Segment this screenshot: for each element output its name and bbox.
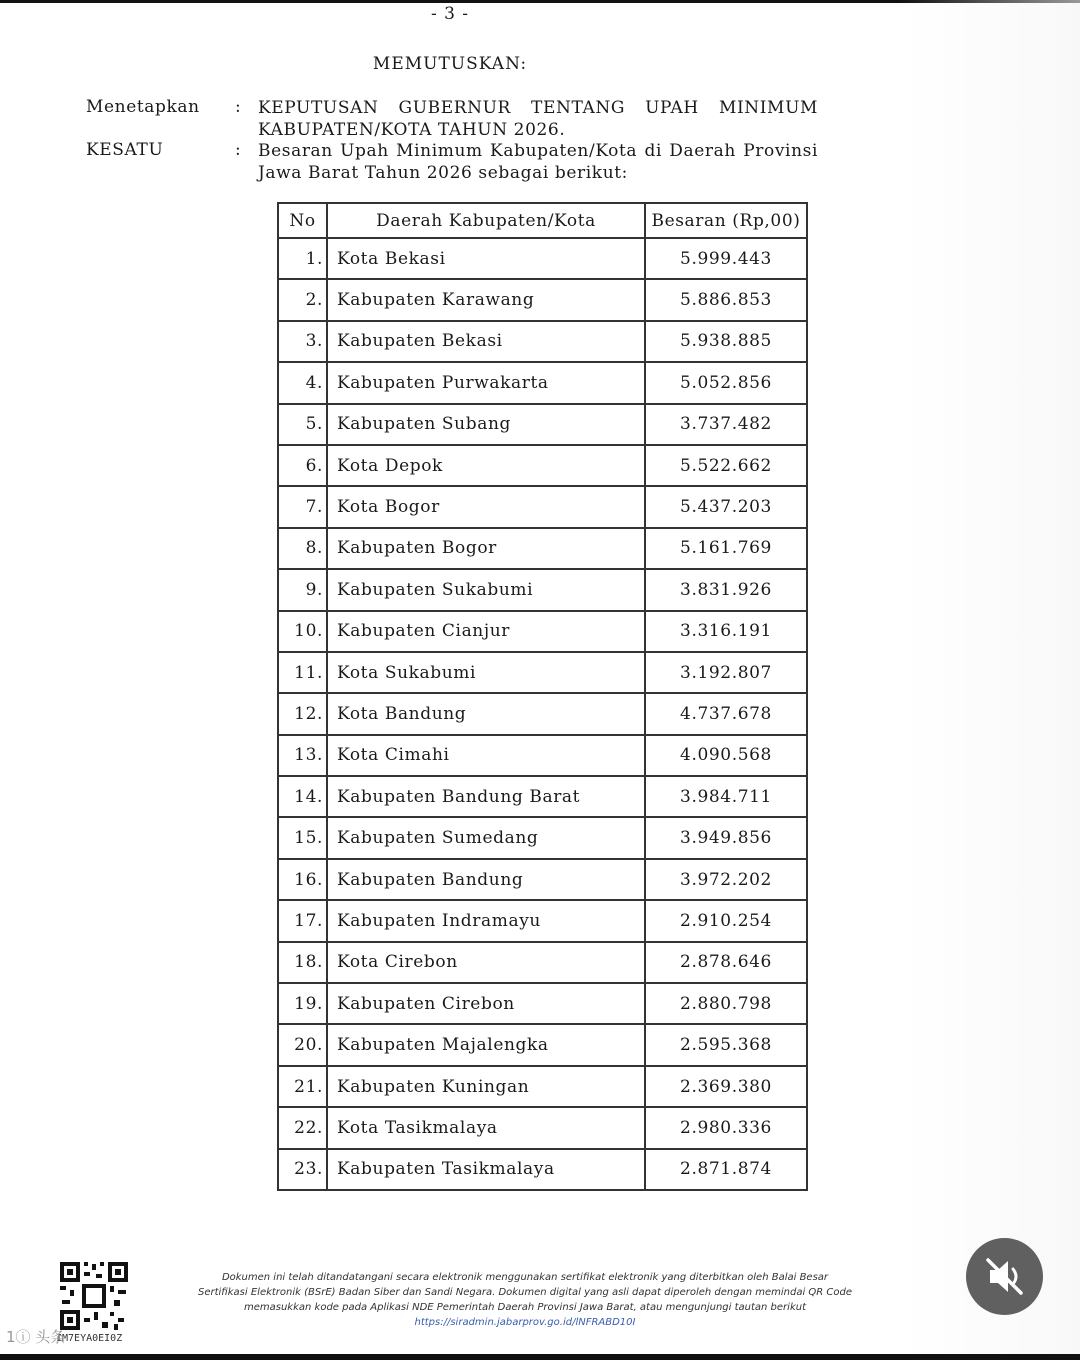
row-number: 11. bbox=[278, 652, 327, 693]
table-row bbox=[278, 817, 807, 858]
kesatu-label: KESATU bbox=[86, 140, 164, 160]
row-amount: 5.161.769 bbox=[645, 528, 807, 569]
row-number: 5. bbox=[278, 404, 327, 445]
row-region: Kota Cimahi bbox=[327, 735, 645, 776]
row-amount: 5.522.662 bbox=[645, 445, 807, 486]
row-number: 13. bbox=[278, 735, 327, 776]
row-region: Kota Depok bbox=[327, 445, 645, 486]
row-amount: 2.871.874 bbox=[645, 1149, 807, 1190]
table-row bbox=[278, 1066, 807, 1107]
kesatu-value-line1: Besaran Upah Minimum Kabupaten/Kota di Daerah Provinsi bbox=[258, 141, 818, 161]
decree-heading: MEMUTUSKAN: bbox=[372, 54, 528, 74]
row-number: 14. bbox=[278, 776, 327, 817]
qr-caption: IM7EYA0EI0Z bbox=[56, 1333, 123, 1344]
row-amount: 2.910.254 bbox=[645, 900, 807, 941]
kesatu-value bbox=[258, 140, 818, 184]
row-region: Kabupaten Karawang bbox=[327, 279, 645, 320]
row-amount: 4.090.568 bbox=[645, 735, 807, 776]
row-number: 7. bbox=[278, 486, 327, 527]
page-number: - 3 - bbox=[430, 4, 470, 24]
row-number: 9. bbox=[278, 569, 327, 610]
row-region: Kabupaten Cianjur bbox=[327, 611, 645, 652]
row-number: 2. bbox=[278, 279, 327, 320]
row-amount: 2.880.798 bbox=[645, 983, 807, 1024]
row-region: Kota Bekasi bbox=[327, 238, 645, 279]
row-region: Kabupaten Subang bbox=[327, 404, 645, 445]
kesatu-row bbox=[86, 140, 826, 186]
row-region: Kabupaten Tasikmalaya bbox=[327, 1149, 645, 1190]
table-row bbox=[278, 983, 807, 1024]
row-number: 6. bbox=[278, 445, 327, 486]
table-row bbox=[278, 321, 807, 362]
table-row bbox=[278, 611, 807, 652]
row-number: 19. bbox=[278, 983, 327, 1024]
row-amount: 5.999.443 bbox=[645, 238, 807, 279]
table-row bbox=[278, 1107, 807, 1148]
menetapkan-label: Menetapkan bbox=[86, 97, 200, 117]
table-row bbox=[278, 900, 807, 941]
row-number: 16. bbox=[278, 859, 327, 900]
row-number: 20. bbox=[278, 1024, 327, 1065]
row-number: 23. bbox=[278, 1149, 327, 1190]
row-region: Kabupaten Cirebon bbox=[327, 983, 645, 1024]
table-row bbox=[278, 569, 807, 610]
table-row bbox=[278, 279, 807, 320]
colon: : bbox=[235, 97, 242, 117]
table-row bbox=[278, 528, 807, 569]
table-row bbox=[278, 1024, 807, 1065]
minimum-wage-table bbox=[277, 202, 808, 1191]
row-number: 18. bbox=[278, 942, 327, 983]
table-row bbox=[278, 404, 807, 445]
row-amount: 5.437.203 bbox=[645, 486, 807, 527]
mute-button[interactable] bbox=[966, 1238, 1043, 1315]
row-amount: 3.316.191 bbox=[645, 611, 807, 652]
row-region: Kota Cirebon bbox=[327, 942, 645, 983]
row-amount: 5.938.885 bbox=[645, 321, 807, 362]
menetapkan-value bbox=[258, 97, 818, 141]
verification-link[interactable]: https://siradmin.jabarprov.go.id/lNFRABD10I bbox=[414, 1317, 636, 1328]
row-number: 4. bbox=[278, 362, 327, 403]
footer-line-2: Sertifikasi Elektronik (BSrE) Badan Siber dan Sandi Negara. Dokumen digital yang asli dapat diperoleh dengan memindai QR Code bbox=[197, 1287, 853, 1298]
row-region: Kabupaten Purwakarta bbox=[327, 362, 645, 403]
table-row bbox=[278, 238, 807, 279]
row-number: 1. bbox=[278, 238, 327, 279]
electronic-signature-note bbox=[150, 1270, 900, 1330]
menetapkan-row bbox=[86, 97, 826, 143]
table-row bbox=[278, 362, 807, 403]
right-margin-shade bbox=[900, 0, 1080, 1360]
table-row bbox=[278, 652, 807, 693]
row-number: 3. bbox=[278, 321, 327, 362]
row-region: Kabupaten Majalengka bbox=[327, 1024, 645, 1065]
row-region: Kabupaten Bandung bbox=[327, 859, 645, 900]
table-row bbox=[278, 942, 807, 983]
row-region: Kota Bogor bbox=[327, 486, 645, 527]
speaker-muted-icon bbox=[966, 1238, 1043, 1315]
row-number: 17. bbox=[278, 900, 327, 941]
row-amount: 3.192.807 bbox=[645, 652, 807, 693]
row-number: 22. bbox=[278, 1107, 327, 1148]
kesatu-value-line2: Jawa Barat Tahun 2026 sebagai berikut: bbox=[258, 163, 629, 183]
row-amount: 2.878.646 bbox=[645, 942, 807, 983]
row-region: Kota Bandung bbox=[327, 693, 645, 734]
qr-code bbox=[58, 1260, 130, 1332]
footer-line-3: memasukkan kode pada Aplikasi NDE Pemerintah Daerah Provinsi Jawa Barat, atau mengunjungi tautan berikut bbox=[244, 1302, 806, 1313]
row-amount: 3.831.926 bbox=[645, 569, 807, 610]
row-number: 8. bbox=[278, 528, 327, 569]
row-region: Kabupaten Bogor bbox=[327, 528, 645, 569]
row-number: 10. bbox=[278, 611, 327, 652]
row-amount: 2.595.368 bbox=[645, 1024, 807, 1065]
row-region: Kota Tasikmalaya bbox=[327, 1107, 645, 1148]
menetapkan-value-line2: KABUPATEN/KOTA TAHUN 2026. bbox=[258, 120, 566, 140]
row-amount: 2.980.336 bbox=[645, 1107, 807, 1148]
qr-code-icon bbox=[58, 1260, 130, 1332]
table-row bbox=[278, 735, 807, 776]
header-amount: Besaran (Rp,00) bbox=[645, 203, 807, 238]
row-region: Kabupaten Bekasi bbox=[327, 321, 645, 362]
table-row bbox=[278, 776, 807, 817]
table-row bbox=[278, 859, 807, 900]
table-row bbox=[278, 1149, 807, 1190]
row-region: Kabupaten Bandung Barat bbox=[327, 776, 645, 817]
row-region: Kabupaten Sukabumi bbox=[327, 569, 645, 610]
row-region: Kota Sukabumi bbox=[327, 652, 645, 693]
row-region: Kabupaten Kuningan bbox=[327, 1066, 645, 1107]
header-no: No bbox=[278, 203, 327, 238]
row-amount: 3.972.202 bbox=[645, 859, 807, 900]
row-amount: 5.052.856 bbox=[645, 362, 807, 403]
table-row bbox=[278, 693, 807, 734]
row-number: 15. bbox=[278, 817, 327, 858]
row-amount: 5.886.853 bbox=[645, 279, 807, 320]
footer-line-1: Dokumen ini telah ditandatangani secara elektronik menggunakan sertifikat elektronik yang diterbitkan oleh Balai Besar bbox=[221, 1272, 829, 1283]
row-region: Kabupaten Sumedang bbox=[327, 817, 645, 858]
row-amount: 3.984.711 bbox=[645, 776, 807, 817]
row-amount: 3.949.856 bbox=[645, 817, 807, 858]
table-row bbox=[278, 486, 807, 527]
table-header-row bbox=[278, 203, 807, 238]
row-amount: 2.369.380 bbox=[645, 1066, 807, 1107]
row-region: Kabupaten Indramayu bbox=[327, 900, 645, 941]
bottom-edge-bar bbox=[0, 1354, 1080, 1360]
app-watermark: 1ⓘ 头条 bbox=[6, 1328, 66, 1346]
header-region: Daerah Kabupaten/Kota bbox=[327, 203, 645, 238]
row-number: 21. bbox=[278, 1066, 327, 1107]
table-body bbox=[278, 238, 807, 1190]
row-number: 12. bbox=[278, 693, 327, 734]
menetapkan-value-line1: KEPUTUSAN GUBERNUR TENTANG UPAH MINIMUM bbox=[258, 98, 818, 118]
table-row bbox=[278, 445, 807, 486]
row-amount: 4.737.678 bbox=[645, 693, 807, 734]
colon: : bbox=[235, 140, 242, 160]
row-amount: 3.737.482 bbox=[645, 404, 807, 445]
